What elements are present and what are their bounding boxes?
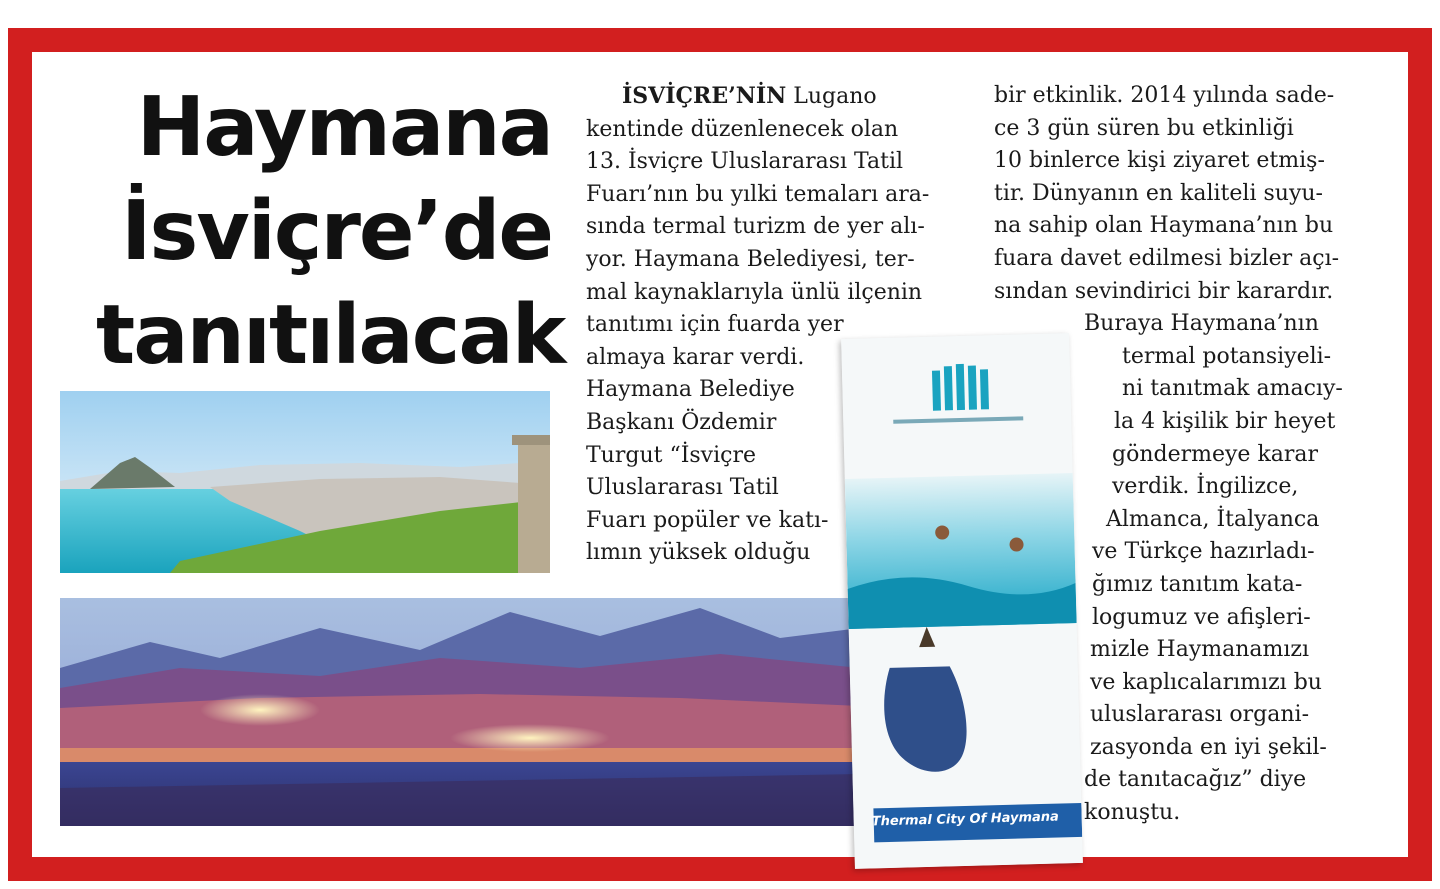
headline-line-2: İsviçre’de (121, 184, 552, 279)
text-line: fuara davet edilmesi bizler açı- (994, 245, 1340, 271)
text-line: göndermeye karar (1112, 441, 1319, 467)
lugano-lake-photo (60, 391, 550, 573)
text-line: bir etkinlik. 2014 yılında sade- (994, 83, 1335, 108)
text-line: Uluslararası Tatil (586, 475, 779, 501)
text-line: zasyonda en iyi şekil- (1090, 734, 1327, 760)
text-line: ve Türkçe hazırladı- (1092, 539, 1315, 565)
text-line: tanıtımı için fuarda yer (586, 312, 844, 338)
text-line: 13. İsviçre Uluslararası Tatil (586, 149, 904, 175)
text-line: Haymana Belediye (586, 377, 795, 403)
text-line: almaya karar verdi. (586, 344, 805, 370)
text-line: na sahip olan Haymana’nın bu (994, 213, 1334, 239)
lugano-night-photo (60, 598, 860, 826)
text-line: termal potansiyeli- (1122, 343, 1332, 369)
text-line: la 4 kişilik bir heyet (1114, 408, 1336, 434)
text-line: uluslararası organi- (1090, 702, 1310, 728)
text-line: verdik. İngilizce, (1112, 474, 1299, 500)
text-line: tir. Dünyanın en kaliteli suyu- (994, 180, 1323, 206)
text-line: Fuarı’nın bu yılki temaları ara- (586, 181, 930, 207)
text-line (586, 80, 929, 114)
text-line: sında termal turizm de yer alı- (586, 214, 925, 240)
text-line: ce 3 gün süren bu etkinliği (994, 115, 1294, 141)
text-line: ğımız tanıtım kata- (1092, 571, 1303, 597)
text-line: mizle Haymanamızı (1090, 637, 1310, 663)
text-line: Almanca, İtalyanca (1106, 506, 1320, 532)
text-line: kentinde düzenlenecek olan (586, 116, 899, 142)
text-line: 10 binlerce kişi ziyaret etmiş- (994, 148, 1325, 174)
headline (96, 76, 565, 388)
headline-line-3: tanıtılacak (96, 288, 565, 383)
text-line: ni tanıtmak amacıy- (1122, 376, 1343, 402)
text-line: Başkanı Özdemir (586, 409, 777, 435)
text-line-rest: Lugano (786, 84, 877, 109)
text-line: Fuarı popüler ve katı- (586, 507, 829, 533)
text-line: sından sevindirici bir karardır. (994, 278, 1334, 304)
text-line: mal kaynaklarıyla ünlü ilçenin (586, 279, 923, 305)
text-line: lımın yüksek olduğu (586, 540, 811, 566)
text-line: Buraya Haymana’nın (1084, 311, 1319, 337)
text-line: yor. Haymana Belediyesi, ter- (586, 246, 915, 272)
article-column-right (994, 80, 1343, 830)
lead-word: İSVİÇRE’NİN (622, 83, 787, 109)
text-line: Turgut “İsviçre (586, 442, 756, 468)
article-column-left (586, 80, 929, 570)
text-line: de tanıtacağız” diye (1084, 767, 1307, 793)
text-line: ve kaplıcalarımızı bu (1090, 669, 1322, 695)
headline-line-1: Haymana (136, 80, 552, 175)
text-line: logumuz ve afişleri- (1092, 604, 1311, 630)
brochure-title: Thermal City Of Haymana (871, 809, 1060, 830)
text-line: konuştu. (1084, 800, 1181, 826)
